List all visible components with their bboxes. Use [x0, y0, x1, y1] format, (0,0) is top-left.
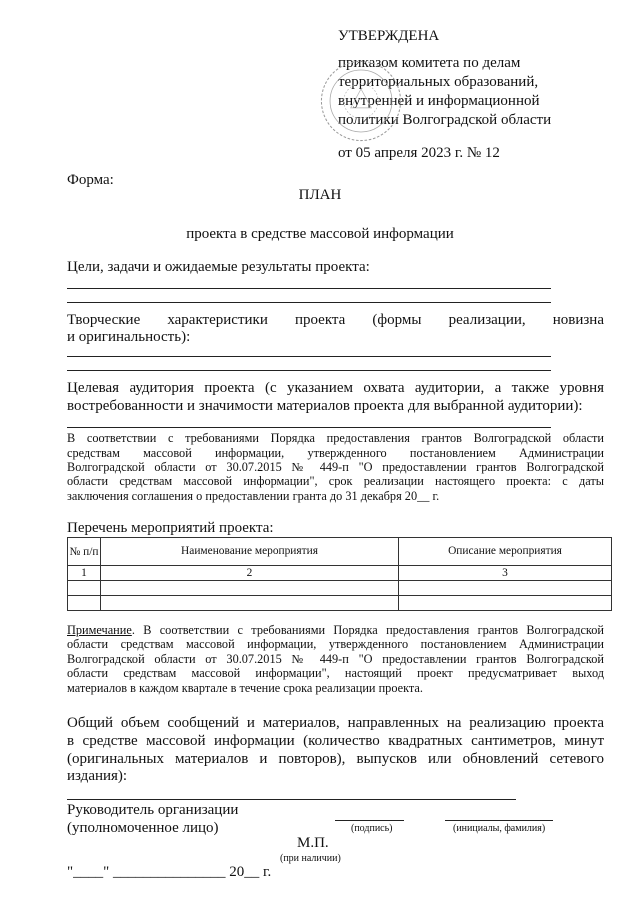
volume-blank-line — [67, 799, 516, 800]
deadline-note-line: Волгоградской области от 30.07.2015 № 449-п "О предоставлении грантов Волгоградской — [67, 460, 604, 474]
goals-blank-line — [67, 302, 551, 303]
seal-label: М.П. — [297, 835, 329, 851]
audience-heading: Целевая аудитория проекта (с указанием охвата аудитории, а также уровня — [67, 380, 604, 396]
table-row — [68, 566, 612, 581]
deadline-note-line: области средствам массовой информации", срок реализации настоящего проекта: с даты — [67, 474, 604, 488]
note-line: области средствам массовой информации, утвержденного постановлением Администрации — [67, 637, 604, 651]
events-table — [67, 537, 612, 611]
deadline-note-line: средствам массовой информации, утвержденного постановлением Администрации — [67, 446, 604, 460]
audience-heading-cont: востребованности и значимости материалов проекта для выбранной аудитории): — [67, 398, 583, 414]
signature-caption: (подпись) — [351, 823, 393, 834]
volume-line: Общий объем сообщений и материалов, направленных на реализацию проекта — [67, 715, 604, 731]
approval-line-4: политики Волгоградской области — [338, 112, 552, 128]
header-description: Описание мероприятия — [399, 538, 612, 566]
deadline-note-line: заключения соглашения о предоставлении гранта до 31 декабря 20__ г. — [67, 489, 440, 503]
note-line: области средствам массовой информации", настоящий проект предусматривает выход — [67, 666, 604, 680]
header-name: Наименование мероприятия — [101, 538, 399, 566]
creative-heading-cont: и оригинальность): — [67, 329, 191, 345]
note-line: Примечание. В соответствии с требованиями Порядка предоставления грантов Волгоградской — [67, 623, 604, 637]
initials-blank-line — [445, 820, 553, 821]
note-line: Волгоградской области от 30.07.2015 № 449-п "О предоставлении грантов Волгоградской — [67, 652, 604, 666]
signature-blank-line — [335, 820, 404, 821]
column-number-2: 2 — [101, 566, 399, 581]
document-subtitle: проекта в средстве массовой информации — [186, 226, 454, 242]
approval-date: от 05 апреля 2023 г. № 12 — [338, 145, 500, 161]
volume-line: в средстве массовой информации (количество квадратных сантиметров, минут — [67, 733, 604, 749]
column-number-1: 1 — [68, 566, 101, 581]
creative-heading: Творческие характеристики проекта (формы реализации, новизна — [67, 312, 604, 328]
table-row — [68, 596, 612, 611]
goals-blank-line — [67, 288, 551, 289]
date-field: "____" _______________ 20__ г. — [67, 864, 272, 880]
approval-line-3: внутренней и информационной — [338, 93, 540, 109]
audience-blank-line — [67, 427, 551, 428]
approval-line-1: приказом комитета по делам — [338, 55, 521, 71]
table-header-row — [68, 538, 612, 566]
approval-line-2: территориальных образований, — [338, 74, 539, 90]
volume-line: (оригинальных материалов и повторов), выпусков или обновлений сетевого — [67, 751, 604, 767]
initials-caption: (инициалы, фамилия) — [453, 823, 546, 834]
authorized-person-label: (уполномоченное лицо) — [67, 820, 219, 836]
seal-stamp-icon — [318, 58, 404, 144]
goals-heading: Цели, задачи и ожидаемые результаты проекта: — [67, 259, 370, 275]
seal-caption: (при наличии) — [280, 853, 341, 864]
creative-blank-line — [67, 356, 551, 357]
deadline-note-line: В соответствии с требованиями Порядка предоставления грантов Волгоградской области — [67, 431, 604, 445]
note-line: материалов в каждом квартале в течение срока реализации проекта. — [67, 681, 423, 695]
creative-blank-line — [67, 370, 551, 371]
events-caption: Перечень мероприятий проекта: — [67, 520, 274, 536]
column-number-3: 3 — [399, 566, 612, 581]
volume-line: издания): — [67, 768, 128, 784]
approval-title: УТВЕРЖДЕНА — [338, 28, 440, 44]
header-number: № п/п — [68, 538, 101, 566]
form-label: Форма: — [67, 172, 114, 188]
document-title: ПЛАН — [298, 187, 342, 203]
note-label: Примечание — [67, 623, 132, 637]
table-row — [68, 581, 612, 596]
head-of-organization-label: Руководитель организации — [67, 802, 239, 818]
